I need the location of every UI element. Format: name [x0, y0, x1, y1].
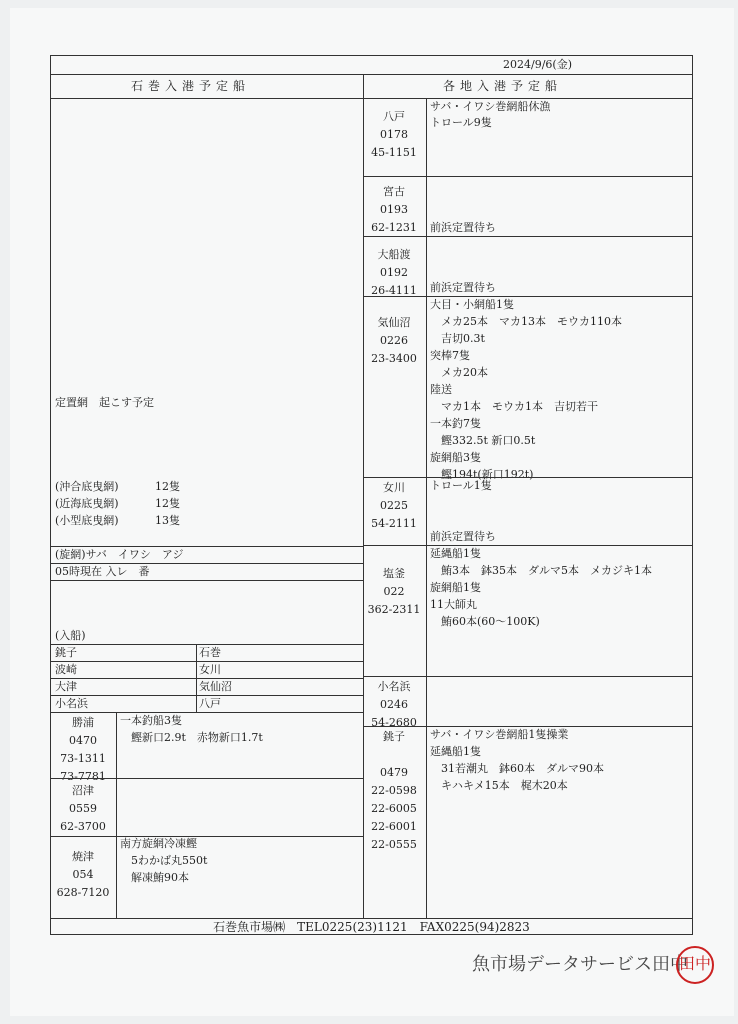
port-info: サバ・イワシ巻網船休漁 — [430, 100, 551, 113]
port-name: 塩釜 — [383, 567, 405, 580]
port-tel: 0479 — [380, 766, 408, 779]
port-info: 延縄船1隻 — [430, 547, 481, 560]
trawl-count: 13隻 — [155, 514, 180, 527]
port-info: 旋網船3隻 — [430, 451, 481, 464]
port-info: 鮪60本(60～100K) — [430, 615, 540, 628]
nyusen-label: (入船) — [55, 629, 86, 642]
port-info: 南方旋網冷凍鰹 — [120, 837, 197, 850]
market-contact-footer: 石巻魚市場㈱ TEL0225(23)1121 FAX0225(94)2823 — [213, 920, 530, 934]
port-name: 気仙沼 — [377, 316, 411, 329]
port-name: 勝浦 — [72, 716, 94, 729]
ship-port: 波崎 — [55, 663, 77, 676]
port-tel: 54-2680 — [371, 716, 417, 729]
port-info: 解凍鮪90本 — [120, 871, 189, 884]
port-info: 延縄船1隻 — [430, 745, 481, 758]
teichi-note: 定置網 起こす予定 — [55, 396, 154, 409]
ship-port: 石巻 — [199, 646, 221, 659]
port-name: 八戸 — [383, 110, 405, 123]
port-tel: 0226 — [380, 334, 408, 347]
port-tel: 62-3700 — [60, 820, 106, 833]
port-info: キハキメ15本 梶木20本 — [430, 779, 568, 792]
port-info: 鮪3本 鉢35本 ダルマ5本 メカジキ1本 — [430, 564, 652, 577]
port-tel: 62-1231 — [371, 221, 417, 234]
port-tel: 22-6001 — [371, 820, 417, 833]
port-info: 一本釣7隻 — [430, 417, 481, 430]
port-info: 前浜定置待ち — [430, 221, 496, 234]
tanaka-seal-stamp: 田中 — [676, 946, 714, 984]
port-tel: 45-1151 — [371, 146, 417, 159]
regional-header: 各地入港予定船 — [443, 79, 563, 93]
brand-name: 魚市場データサービス田中 — [472, 954, 688, 975]
port-tel: 23-3400 — [371, 352, 417, 365]
ship-port: 大津 — [55, 680, 77, 693]
trawl-count: 12隻 — [155, 497, 180, 510]
port-info: 鰹新口2.9t 赤物新口1.7t — [120, 731, 263, 744]
port-tel: 0246 — [380, 698, 408, 711]
port-info: トロール9隻 — [430, 116, 492, 129]
port-info: 前浜定置待ち — [430, 530, 496, 543]
port-info: 前浜定置待ち — [430, 281, 496, 294]
port-info: 突棒7隻 — [430, 349, 470, 362]
port-name: 女川 — [383, 481, 405, 494]
port-name: 大船渡 — [377, 248, 411, 261]
port-name: 焼津 — [72, 850, 94, 863]
port-info: トロール1隻 — [430, 479, 492, 492]
port-info: メカ25本 マカ13本 モウカ110本 — [430, 315, 622, 328]
port-tel: 0192 — [380, 266, 408, 279]
port-name: 小名浜 — [377, 680, 411, 693]
port-info: 旋網船1隻 — [430, 581, 481, 594]
port-name: 宮古 — [383, 185, 405, 198]
port-tel: 362-2311 — [367, 603, 421, 616]
port-info: 鰹332.5t 新口0.5t — [430, 434, 536, 447]
ship-port: 女川 — [199, 663, 221, 676]
ship-port: 銚子 — [55, 646, 77, 659]
port-info: 5わかば丸550t — [120, 854, 208, 867]
port-tel: 0559 — [69, 802, 97, 815]
port-info: マカ1本 モウカ1本 吉切若干 — [430, 400, 598, 413]
port-name: 銚子 — [383, 730, 405, 743]
port-tel: 0225 — [380, 499, 408, 512]
port-tel: 73-1311 — [60, 752, 106, 765]
port-tel: 0470 — [69, 734, 97, 747]
port-info: 吉切0.3t — [430, 332, 485, 345]
report-date: 2024/9/6(金) — [503, 58, 572, 71]
ship-port: 八戸 — [199, 697, 221, 710]
ishinomaki-header: 石巻入港予定船 — [131, 79, 251, 93]
makiami-label: (旋網)サバ イワシ アジ — [55, 548, 184, 561]
report-table — [50, 55, 693, 935]
trawl-label: (沖合底曳網) — [55, 480, 119, 493]
port-name: 沼津 — [72, 784, 94, 797]
port-tel: 0193 — [380, 203, 408, 216]
port-tel: 0178 — [380, 128, 408, 141]
port-tel: 054 — [72, 868, 94, 881]
port-info: 鰹194t(新口192t) — [430, 468, 534, 481]
port-tel: 22-6005 — [371, 802, 417, 815]
port-info: メカ20本 — [430, 366, 488, 379]
port-tel: 22-0598 — [371, 784, 417, 797]
port-tel: 54-2111 — [371, 517, 417, 530]
port-info: 陸送 — [430, 383, 452, 396]
entry-status: 05時現在 入レ 番 — [55, 565, 150, 578]
trawl-label: (小型底曳網) — [55, 514, 119, 527]
port-tel: 73-7781 — [60, 770, 106, 783]
port-info: 11大師丸 — [430, 598, 477, 611]
ship-port: 小名浜 — [55, 697, 88, 710]
trawl-count: 12隻 — [155, 480, 180, 493]
port-info: 31若潮丸 鉢60本 ダルマ90本 — [430, 762, 604, 775]
ship-port: 気仙沼 — [199, 680, 232, 693]
port-info: サバ・イワシ巻網船1隻操業 — [430, 728, 569, 741]
port-tel: 26-4111 — [371, 284, 417, 297]
port-tel: 22-0555 — [371, 838, 417, 851]
port-tel: 628-7120 — [56, 886, 110, 899]
port-tel: 022 — [383, 585, 405, 598]
trawl-label: (近海底曳網) — [55, 497, 119, 510]
port-info: 大目・小網船1隻 — [430, 298, 514, 311]
port-info: 一本釣船3隻 — [120, 714, 182, 727]
